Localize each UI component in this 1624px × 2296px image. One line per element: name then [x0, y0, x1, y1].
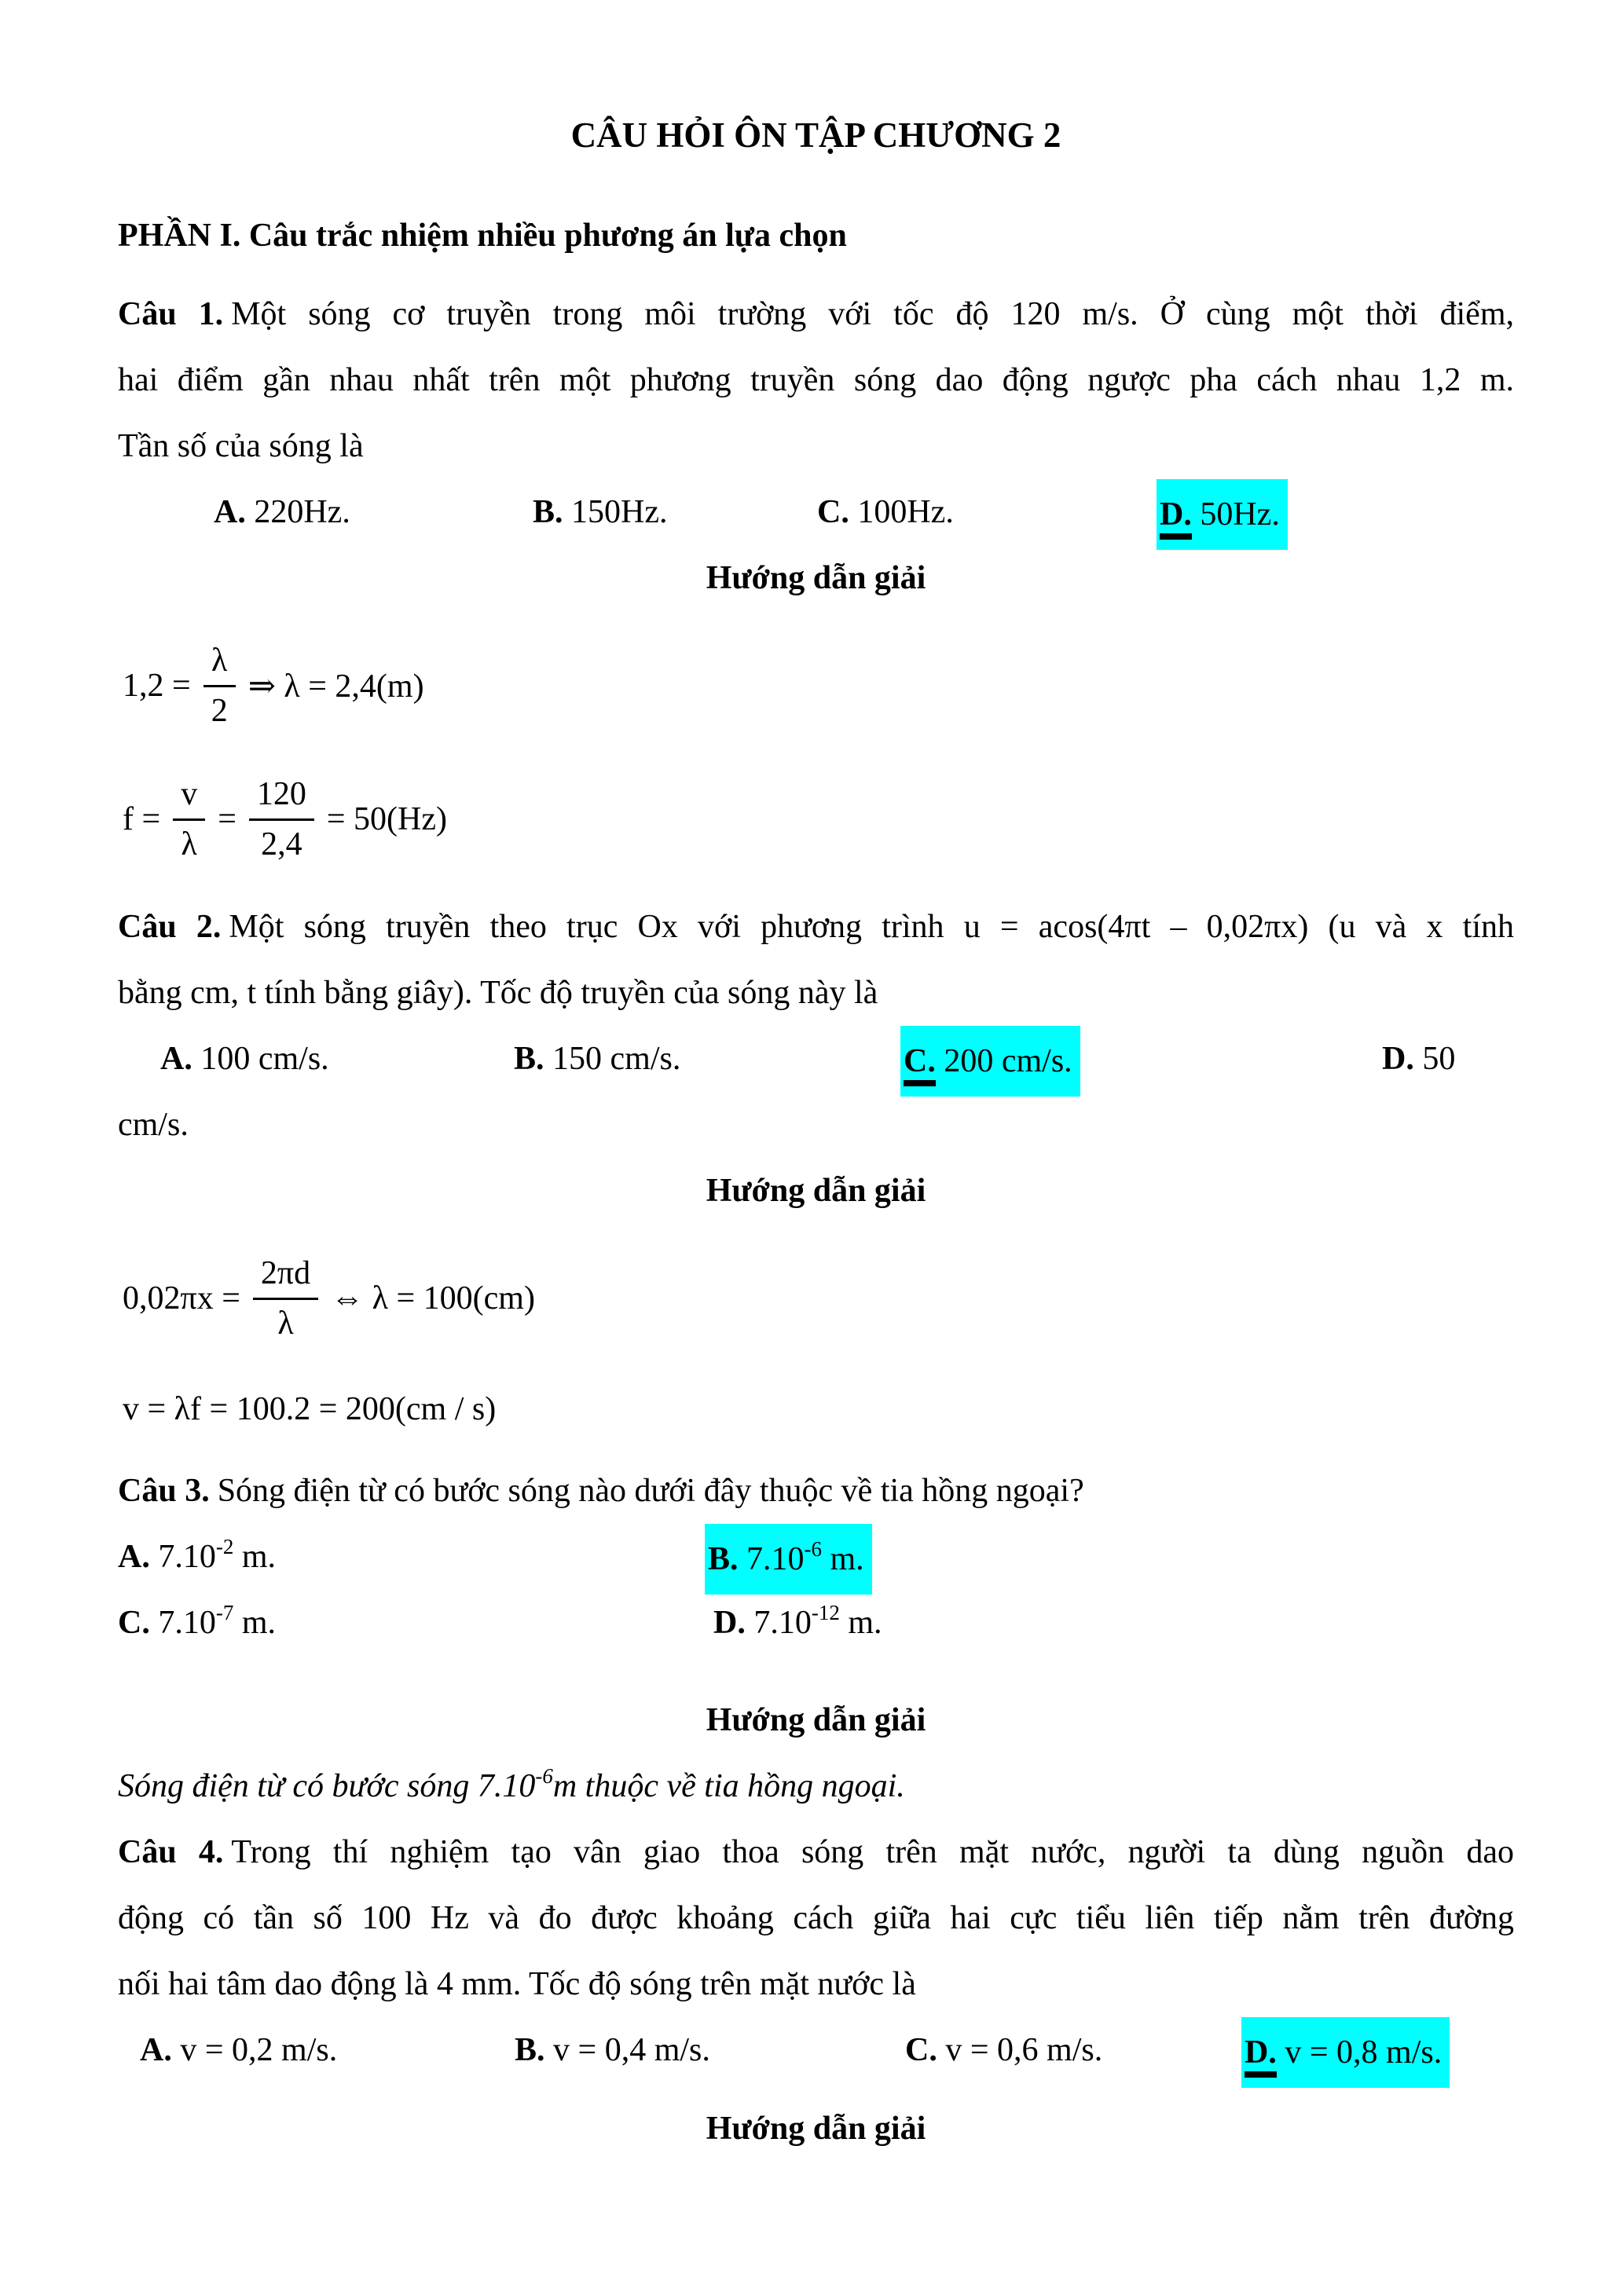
- question-2-options: [118, 1026, 1514, 1092]
- question-2-line-1: [118, 894, 1514, 960]
- option-text: v = 0,4 m/s.: [553, 2032, 710, 2068]
- option-d: [713, 1590, 882, 1656]
- question-2-text: Một sóng truyền theo trục Ox với phương trình u = acos(4πt – 0,02πx) (u và x tính: [229, 909, 1514, 945]
- fraction-numerator: 2πd: [260, 1255, 311, 1292]
- question-3-options-row-1: [118, 1524, 1514, 1590]
- option-letter-underlined: D.: [1160, 497, 1192, 540]
- option-b: [514, 1026, 680, 1092]
- option-text: 200 cm/s.: [944, 1043, 1072, 1079]
- question-1-label: Câu 1.: [118, 296, 224, 332]
- option-unit: m.: [233, 1539, 277, 1575]
- option-letter-underlined: D.: [1245, 2035, 1277, 2078]
- question-1-solution-formula-2: [123, 760, 1514, 878]
- option-letter: A.: [140, 2032, 172, 2068]
- option-exponent: -12: [811, 1601, 840, 1624]
- option-c: [905, 2017, 1102, 2083]
- option-letter: B.: [533, 494, 563, 530]
- question-2: [118, 894, 1514, 1442]
- question-1-line-3: Tần số của sóng là: [118, 428, 364, 464]
- question-1: [118, 281, 1514, 878]
- fraction-denominator: λ: [173, 818, 205, 862]
- option-a: [214, 479, 350, 545]
- question-2-line-2: bằng cm, t tính bằng giây). Tốc độ truyền của sóng này là: [118, 975, 878, 1011]
- option-base: 7.10: [158, 1539, 216, 1575]
- option-d-correct-answer-highlight: [1157, 479, 1288, 550]
- fraction: [249, 777, 314, 861]
- question-3-solution-text: Sóng điện từ có bước sóng $7.10^{-6}m$ thuộc về tia hồng ngoại.: [118, 1764, 905, 1804]
- option-text: 50Hz.: [1200, 496, 1280, 533]
- question-2-solution-formula-1: [123, 1240, 1514, 1357]
- solution-heading: Hướng dẫn giải: [706, 1702, 926, 1738]
- fraction: [203, 643, 236, 727]
- question-4: [118, 1819, 1514, 2162]
- question-4-line-2: động có tần số 100 Hz và đo được khoảng cách giữa hai cực tiểu liên tiếp nằm trên đường: [118, 1900, 1514, 1936]
- option-exponent: -6: [804, 1537, 823, 1561]
- solution-heading: Hướng dẫn giải: [706, 1173, 926, 1209]
- option-letter: B.: [515, 2032, 545, 2068]
- option-letter-underlined: C.: [904, 1044, 936, 1086]
- option-text: 220Hz.: [254, 494, 350, 530]
- option-letter: A.: [160, 1041, 192, 1077]
- option-letter: A.: [214, 494, 246, 530]
- question-2-option-continuation: cm/s.: [118, 1107, 189, 1143]
- equals-sign: =: [218, 801, 236, 837]
- option-letter: A.: [118, 1539, 150, 1575]
- formula-lead: 1,2 =: [123, 668, 191, 704]
- formula-lead: 0,02πx =: [123, 1280, 240, 1316]
- question-1-solution-formula-1: [123, 627, 1514, 745]
- option-base: 7.10: [753, 1605, 812, 1641]
- option-text: 150Hz.: [571, 494, 668, 530]
- fraction-numerator: 120: [256, 776, 306, 813]
- question-3-options-row-2: [118, 1590, 1514, 1656]
- option-text: v = 0,6 m/s.: [945, 2032, 1103, 2068]
- option-c: [118, 1590, 276, 1656]
- option-a: [160, 1026, 329, 1092]
- option-letter: C.: [905, 2032, 937, 2068]
- option-unit: m.: [822, 1541, 864, 1577]
- question-4-line-3: nối hai tâm dao động là 4 mm. Tốc độ sóng trên mặt nước là: [118, 1966, 916, 2002]
- question-4-label: Câu 4.: [118, 1834, 224, 1870]
- option-text: 100Hz.: [857, 494, 954, 530]
- option-text: 150 cm/s.: [552, 1041, 681, 1077]
- solution-heading: Hướng dẫn giải: [706, 560, 926, 596]
- option-c-correct-answer-highlight: [900, 1026, 1080, 1097]
- formula-tail: ⇒ λ = 2,4(m): [247, 668, 424, 705]
- option-letter: D.: [1382, 1041, 1414, 1077]
- question-1-line-1: [118, 281, 1514, 347]
- fraction-numerator: λ: [211, 643, 228, 679]
- formula-tail: = 50(Hz): [326, 801, 448, 837]
- option-d-correct-answer-highlight: [1241, 2017, 1450, 2088]
- option-b: [515, 2017, 710, 2083]
- option-base: 7.10: [746, 1541, 805, 1577]
- question-3-line-1: [118, 1458, 1514, 1524]
- formula-tail: ⇔ λ = 100(cm): [331, 1280, 535, 1316]
- question-4-options: [118, 2017, 1514, 2083]
- fraction-denominator: λ: [253, 1298, 318, 1341]
- option-b: [533, 479, 668, 545]
- question-2-solution-formula-2: v = λf = 100.2 = 200(cm / s): [123, 1391, 497, 1427]
- option-exponent: -2: [215, 1535, 234, 1558]
- option-letter: C.: [817, 494, 849, 530]
- option-letter: B.: [514, 1041, 544, 1077]
- fraction-denominator: 2: [203, 685, 236, 728]
- question-2-label: Câu 2.: [118, 909, 222, 945]
- question-3-text: Sóng điện từ có bước sóng nào dưới đây thuộc về tia hồng ngoại?: [217, 1473, 1084, 1509]
- question-1-text: Một sóng cơ truyền trong môi trường với tốc độ 120 m/s. Ở cùng một thời điểm,: [231, 296, 1514, 332]
- option-text: 100 cm/s.: [200, 1041, 329, 1077]
- option-d: [1382, 1026, 1455, 1092]
- fraction: [173, 777, 205, 861]
- option-c: [817, 479, 954, 545]
- question-3-label: Câu 3.: [118, 1473, 210, 1509]
- option-text: 50: [1422, 1041, 1456, 1077]
- option-base: 7.10: [158, 1605, 216, 1641]
- option-b-correct-answer-highlight: [705, 1524, 872, 1595]
- formula-lead: f =: [123, 801, 161, 837]
- question-3: [118, 1458, 1514, 1819]
- fraction: [253, 1256, 318, 1340]
- option-letter: D.: [713, 1605, 746, 1641]
- option-text: v = 0,8 m/s.: [1285, 2034, 1443, 2071]
- solution-exponent: -6: [535, 1764, 553, 1788]
- question-1-line-2: hai điểm gần nhau nhất trên một phương truyền sóng dao động ngược pha cách nhau 1,2 m.: [118, 362, 1514, 398]
- question-4-line-1: [118, 1819, 1514, 1885]
- solution-heading: Hướng dẫn giải: [706, 2111, 926, 2147]
- question-1-options: [118, 479, 1514, 545]
- option-unit: m.: [233, 1605, 277, 1641]
- option-exponent: -7: [215, 1601, 234, 1624]
- fraction-numerator: v: [181, 776, 198, 813]
- option-unit: m.: [839, 1605, 882, 1641]
- section-heading: PHẦN I. Câu trắc nhiệm nhiều phương án lựa chọn: [118, 218, 847, 254]
- option-letter: C.: [118, 1605, 150, 1641]
- question-4-text: Trong thí nghiệm tạo vân giao thoa sóng trên mặt nước, người ta dùng nguồn dao: [231, 1834, 1514, 1870]
- page-title: CÂU HỎI ÔN TẬP CHƯƠNG 2: [570, 115, 1061, 155]
- option-letter: B.: [708, 1541, 739, 1577]
- fraction-denominator: 2,4: [249, 818, 314, 862]
- option-a: [140, 2017, 337, 2083]
- option-a: [118, 1524, 276, 1590]
- option-text: v = 0,2 m/s.: [180, 2032, 338, 2068]
